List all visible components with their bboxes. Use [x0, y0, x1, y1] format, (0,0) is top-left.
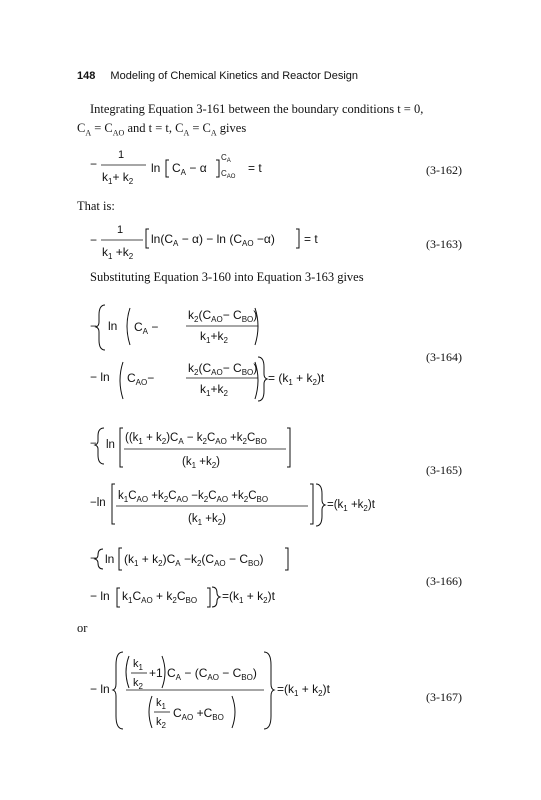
equation-3-164: [90, 305, 325, 401]
svg-text:=(k1 + k2)t: $=(k_1 + k_2)t$: [277, 682, 330, 698]
equation-number-3-167: (3-167): [426, 690, 462, 704]
svg-text:=(k1 + k2)t: $=(k_1 + k_2)t$: [222, 589, 275, 605]
svg-text:k1+k2: $k_1+k_2$: [200, 329, 228, 345]
svg-text:= t: = t: [248, 161, 262, 175]
page-number: 148: [77, 70, 96, 82]
svg-text:CAO−: $C_{AO}-$: [127, 371, 155, 387]
svg-text:ln: ln: [151, 161, 161, 175]
svg-text:1: 1: [118, 149, 125, 161]
svg-text:k1CAO +k2CAO −k2CAO +k2CBO: $k_1C_{AO} +k_2C_{AO} -k_2C_{AO} +k_2C_{BO}$: [118, 490, 269, 504]
svg-text:ln: ln: [106, 439, 115, 451]
equation-number-3-162: (3-162): [426, 163, 462, 177]
equation-number-3-166: (3-166): [426, 574, 462, 588]
paragraph-substituting: Substituting Equation 3-160 into Equation 3-163 gives: [90, 270, 364, 284]
svg-text:CAO +CBO: $C_{AO} +C_{BO}$: [173, 706, 224, 722]
svg-text:− ln: − ln: [90, 370, 110, 384]
svg-text:(k1 + k2)CA −k2(CAO − CBO): $(k_1 + k_2)C_A -k_2(C_{AO} - C_{BO})$: [124, 552, 264, 568]
equation-3-162: [90, 149, 262, 186]
paragraph-integrating-line1: Integrating Equation 3-161 between the boundary conditions t = 0,: [90, 102, 424, 116]
svg-text:−: −: [90, 551, 98, 565]
svg-text:k1+ k2: $k_1+ k_2$: [102, 170, 134, 186]
svg-text:= t: = t: [304, 232, 318, 246]
svg-text:−: −: [90, 157, 98, 171]
svg-text:ln(CA − α) − ln (CAO −α): $\ln(C_A - \alpha) - \ln (C_{AO} -\alpha)$: [151, 232, 275, 248]
svg-text:=(k1 +k2)t: $=(k_1 +k_2)t$: [327, 499, 375, 513]
paragraph-or: or: [77, 621, 88, 635]
svg-text:1: 1: [117, 224, 124, 236]
svg-text:((k1 + k2)CA − k2CAO +k2CBO: ($(k_1 + k_2)C_A - k_2C_{AO} +k_2C_{BO}$: [125, 432, 267, 446]
svg-text:− ln: − ln: [90, 589, 110, 603]
running-title: Modeling of Chemical Kinetics and Reactor Design: [110, 70, 359, 82]
equation-number-3-165: (3-165): [426, 463, 462, 477]
svg-text:k2(CAO− CBO): $k_2(C_{AO}- C_{BO})$: [188, 308, 258, 324]
svg-text:−ln: −ln: [90, 497, 106, 509]
svg-text:= (k1 + k2)t: = $(k_1 + k_2)t$: [268, 371, 325, 387]
svg-text:k2: $k_2$: [133, 677, 143, 691]
svg-text:k2: $k_2$: [156, 716, 166, 730]
svg-text:k1: $k_1$: [133, 658, 143, 672]
svg-text:CA: $C_A$: [221, 153, 231, 164]
svg-text:− ln: − ln: [90, 682, 110, 696]
equation-number-3-163: (3-163): [426, 237, 462, 251]
paragraph-that-is: That is:: [77, 199, 115, 213]
equation-3-166: [90, 548, 288, 607]
svg-text:k1 +k2: $k_1 +k_2$: [102, 245, 134, 261]
svg-text:CA − α: $C_A - \alpha$: [172, 161, 207, 177]
svg-text:k1: $k_1$: [156, 697, 166, 711]
svg-text:CAO: $C_{AO}$: [221, 169, 236, 180]
svg-text:−: −: [90, 233, 98, 247]
svg-text:−: −: [90, 319, 98, 333]
svg-text:−: −: [90, 438, 97, 450]
equation-3-167: [90, 652, 331, 730]
svg-text:k1CAO + k2CBO: $k_1C_{AO} + k_2C_{BO}$: [122, 589, 198, 605]
equation-3-163: [90, 224, 318, 261]
svg-text:CA −: $C_A$ −: [134, 320, 159, 336]
svg-text:(k1 +k2): $(k_1 +k_2)$: [182, 456, 221, 470]
equation-3-165: [90, 428, 376, 527]
svg-text:+1: +1: [149, 666, 163, 680]
svg-text:CA − (CAO − CBO): $C_A - (C_{AO} - C_{BO})$: [167, 666, 257, 682]
svg-text:k1+k2: $k_1+k_2$: [200, 382, 228, 398]
svg-text:ln: ln: [108, 319, 118, 333]
svg-text:ln: ln: [105, 552, 115, 566]
equation-number-3-164: (3-164): [426, 350, 462, 364]
svg-text:k2(CAO− CBO): $k_2(C_{AO}- C_{BO})$: [188, 361, 258, 377]
svg-text:(k1 +k2): $(k_1 +k_2)$: [188, 513, 227, 527]
paragraph-integrating-line2: $C_A = C_{AO}$ and t = t, $C_A = C_A$ gives: [77, 121, 247, 138]
